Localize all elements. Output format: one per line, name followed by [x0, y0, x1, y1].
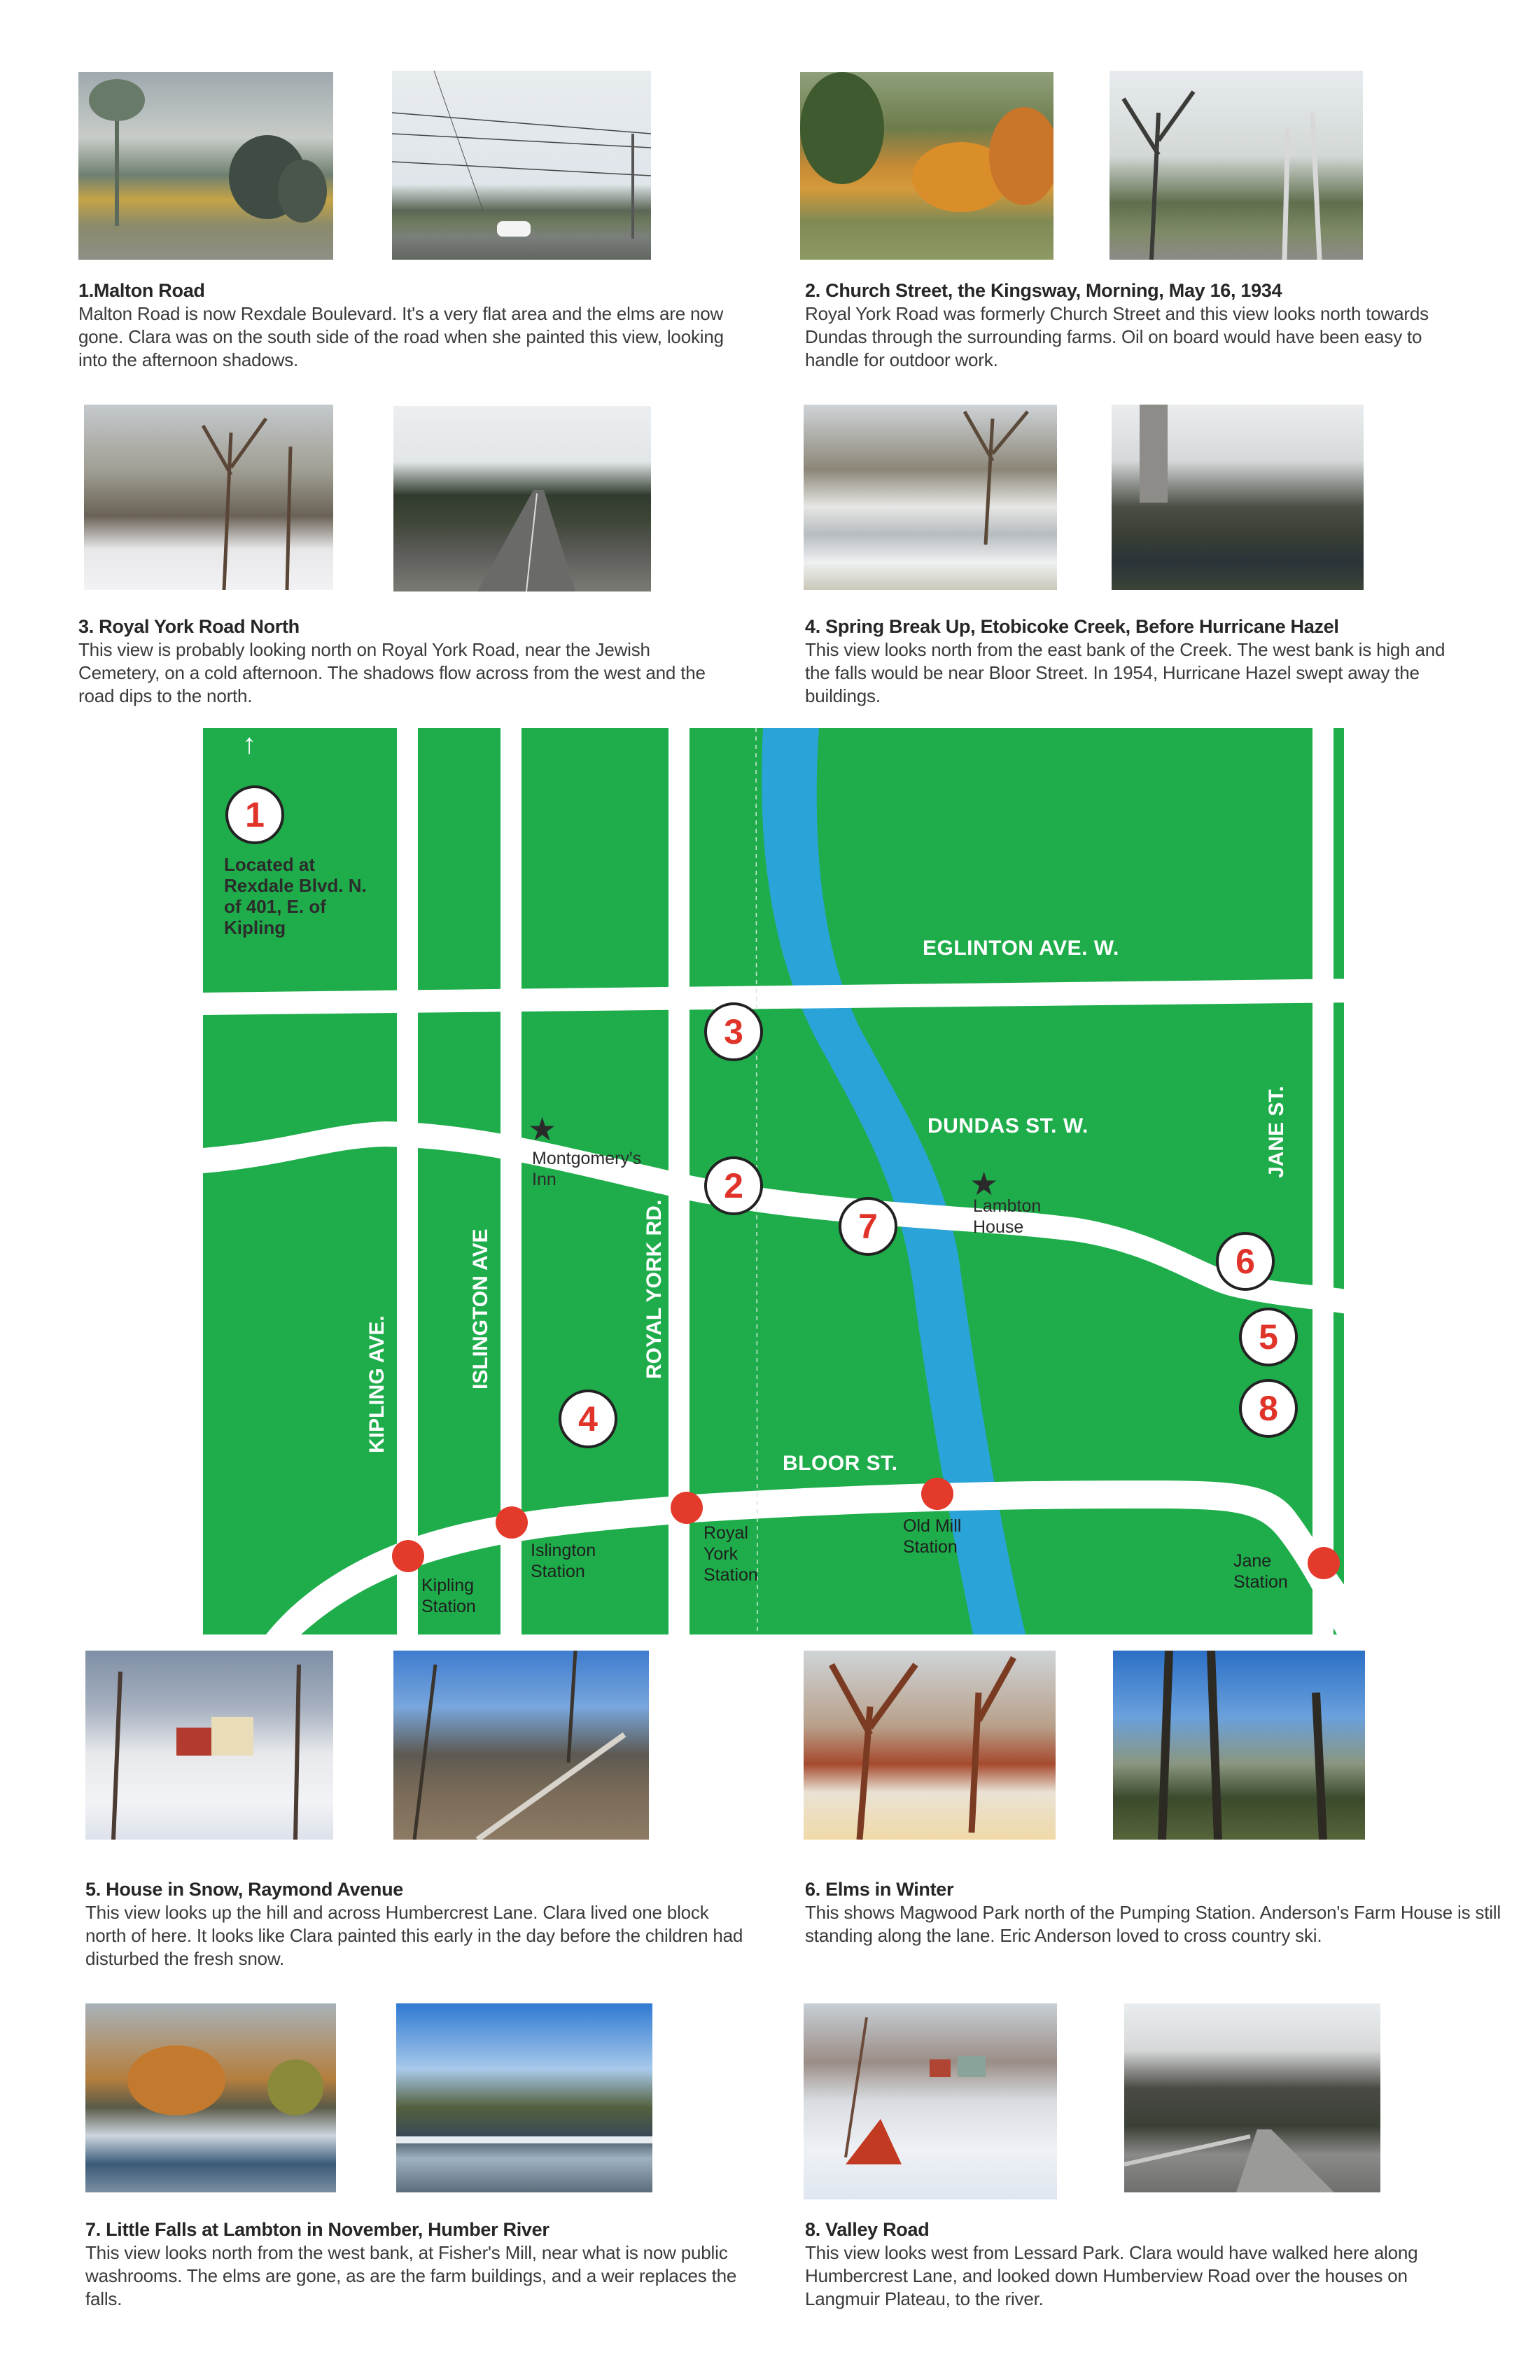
- photo-etobicoke-creek: [1112, 405, 1364, 590]
- landmark-line: Montgomery's: [532, 1149, 642, 1168]
- bare-trees-icon: [1110, 71, 1363, 260]
- road-dundas: [203, 1121, 1358, 1316]
- landmark-line: Lambton: [973, 1196, 1042, 1216]
- map-marker-3[interactable]: 3: [704, 1002, 763, 1061]
- power-lines-icon: [392, 71, 651, 260]
- map-right-edge: [1344, 728, 1358, 1634]
- street-label-jane: JANE ST.: [1265, 1086, 1288, 1178]
- station-dot-jane[interactable]: [1308, 1547, 1340, 1579]
- location-description: This view looks north from the east bank of the Creek. The west bank is high and the falls would be near Bloor Street. In 1954, Hurricane Hazel swept away the buildings.: [805, 639, 1446, 706]
- station-dot-old-mill[interactable]: [921, 1478, 953, 1510]
- landmark-lambton-house: [973, 1196, 1041, 1238]
- road-islington: [500, 728, 522, 1634]
- guard-rail-icon: [1124, 2003, 1380, 2192]
- location-title: 1.Malton Road: [78, 280, 205, 301]
- landmark-montgomerys-inn: [532, 1148, 641, 1190]
- station-label-royal-york: [704, 1522, 758, 1586]
- map-marker-6[interactable]: 6: [1216, 1232, 1275, 1291]
- station-line: Station: [704, 1565, 758, 1585]
- street-label-royal-york: ROYAL YORK RD.: [643, 1199, 666, 1379]
- location-caption-1: [78, 279, 778, 372]
- map-marker-1[interactable]: 1: [225, 785, 284, 844]
- photo-rexdale-blvd: [392, 71, 651, 260]
- location-title: 3. Royal York Road North: [78, 616, 300, 637]
- map-marker-2[interactable]: 2: [704, 1156, 763, 1215]
- star-icon: ★: [969, 1166, 999, 1202]
- location-title: 2. Church Street, the Kingsway, Morning, May 16, 1934: [805, 280, 1282, 301]
- station-line: Old Mill: [903, 1516, 962, 1536]
- road-icon: [393, 406, 651, 592]
- painting-little-falls: [85, 2003, 336, 2192]
- street-label-eglinton: EGLINTON AVE. W.: [923, 937, 1119, 960]
- location-caption-2: [805, 279, 1505, 372]
- marker-1-location-note: [224, 854, 367, 938]
- location-caption-6: [805, 1877, 1505, 1947]
- painting-autumn-trees-icon: [800, 72, 1054, 260]
- note-line: Kipling: [224, 917, 286, 938]
- station-label-old-mill: [903, 1516, 961, 1558]
- map-marker-5[interactable]: 5: [1239, 1308, 1298, 1366]
- location-title: 7. Little Falls at Lambton in November, Humber River: [85, 2219, 550, 2240]
- photo-royal-york-road: [1110, 71, 1363, 260]
- photo-royal-york-north: [393, 406, 651, 592]
- painting-valley-road: [804, 2003, 1057, 2199]
- note-line: of 401, E. of: [224, 896, 326, 917]
- station-dot-kipling[interactable]: [392, 1540, 424, 1572]
- map-canvas: [203, 728, 1358, 1634]
- autumn-tree-icon: [85, 2003, 336, 2192]
- photo-humber-weir: [396, 2003, 652, 2192]
- location-title: 5. House in Snow, Raymond Avenue: [85, 1879, 403, 1900]
- location-caption-8: [805, 2218, 1505, 2311]
- painting-house-in-snow: [85, 1651, 333, 1840]
- painting-royal-york-north: [84, 405, 333, 590]
- station-line: Station: [421, 1597, 476, 1616]
- star-icon: ★: [528, 1111, 557, 1147]
- location-description: Royal York Road was formerly Church Street and this view looks north towards Dundas through the surrounding farms. Oil on board would have been easy to handle for outdoor work.: [805, 303, 1429, 370]
- painting-spring-break-up: [804, 405, 1057, 590]
- location-description: This view looks up the hill and across Humbercrest Lane. Clara lived one block north of here. It looks like Clara painted this early in the day before the children had disturbed the fresh snow.: [85, 1902, 743, 1969]
- stairs-icon: [393, 1651, 649, 1840]
- painting-malton-trees-icon: [78, 72, 333, 260]
- red-house-icon: [85, 1651, 333, 1840]
- photo-magwood-park: [1113, 1651, 1365, 1840]
- station-dot-royal-york[interactable]: [671, 1492, 703, 1524]
- location-description: Malton Road is now Rexdale Boulevard. It's a very flat area and the elms are now gone. Clara was on the south side of the road when she painted this view, looking into the afternoon shadows.: [78, 303, 724, 370]
- station-line: Station: [1233, 1572, 1288, 1592]
- station-line: Station: [903, 1537, 958, 1557]
- road-kipling: [397, 728, 418, 1634]
- station-label-jane: [1233, 1550, 1288, 1592]
- photo-valley-road: [1124, 2003, 1380, 2192]
- note-line: Rexdale Blvd. N.: [224, 875, 367, 896]
- painting-church-street: [800, 72, 1054, 260]
- location-description: This view is probably looking north on Royal York Road, near the Jewish Cemetery, on a cold afternoon. The shadows flow across from the west and the road dips to the north.: [78, 639, 706, 706]
- station-dot-islington[interactable]: [496, 1506, 528, 1539]
- road-eglinton: [203, 979, 1358, 1015]
- location-caption-4: [805, 615, 1505, 708]
- station-line: Royal: [704, 1523, 748, 1543]
- station-label-islington: [531, 1540, 596, 1582]
- painting-trees-icon: [804, 405, 1057, 590]
- location-caption-7: [85, 2218, 785, 2311]
- street-label-dundas: DUNDAS ST. W.: [927, 1114, 1088, 1138]
- snowy-trees-icon: [84, 405, 333, 590]
- station-line: Station: [531, 1562, 585, 1581]
- tower-icon: [1112, 405, 1364, 590]
- station-label-kipling: [421, 1575, 476, 1617]
- note-line: Located at: [224, 854, 316, 875]
- location-title: 6. Elms in Winter: [805, 1879, 954, 1900]
- weir-icon: [396, 2003, 652, 2192]
- map-marker-7[interactable]: 7: [839, 1197, 897, 1256]
- painting-malton-road: [78, 72, 333, 260]
- street-label-bloor: BLOOR ST.: [783, 1452, 898, 1475]
- north-arrow-icon: ↑: [242, 729, 256, 760]
- location-caption-3: [78, 615, 778, 708]
- map-marker-8[interactable]: 8: [1239, 1379, 1298, 1438]
- location-description: This view looks north from the west bank, at Fisher's Mill, near what is now public washrooms. The elms are gone, as are the farm buildings, and a weir replaces the falls.: [85, 2242, 737, 2309]
- landmark-line: Inn: [532, 1170, 556, 1189]
- park-trees-icon: [1113, 1651, 1365, 1840]
- landmark-line: House: [973, 1217, 1024, 1237]
- location-description: This view looks west from Lessard Park. Clara would have walked here along Humbercrest Lane, and looked down Humberview Road over the houses on Langmuir Plateau, to the river.: [805, 2242, 1418, 2309]
- location-caption-5: [85, 1877, 785, 1970]
- photo-raymond-avenue: [393, 1651, 649, 1840]
- location-description: This shows Magwood Park north of the Pumping Station. Anderson's Farm House is still standing along the lane. Eric Anderson loved to cross country ski.: [805, 1902, 1501, 1946]
- route-map: [203, 728, 1358, 1634]
- painting-elms-in-winter: [804, 1651, 1056, 1840]
- station-line: Islington: [531, 1541, 596, 1560]
- street-label-islington: ISLINGTON AVE: [469, 1228, 492, 1390]
- road-jane: [1312, 728, 1334, 1634]
- station-line: Kipling: [421, 1576, 475, 1595]
- valley-houses-icon: [804, 2003, 1057, 2199]
- elm-trees-icon: [804, 1651, 1056, 1840]
- street-label-kipling: KIPLING AVE.: [365, 1315, 388, 1453]
- map-marker-4[interactable]: 4: [559, 1390, 617, 1448]
- location-title: 8. Valley Road: [805, 2219, 930, 2240]
- station-line: York: [704, 1544, 738, 1564]
- station-line: Jane: [1233, 1551, 1272, 1571]
- location-title: 4. Spring Break Up, Etobicoke Creek, Before Hurricane Hazel: [805, 616, 1339, 637]
